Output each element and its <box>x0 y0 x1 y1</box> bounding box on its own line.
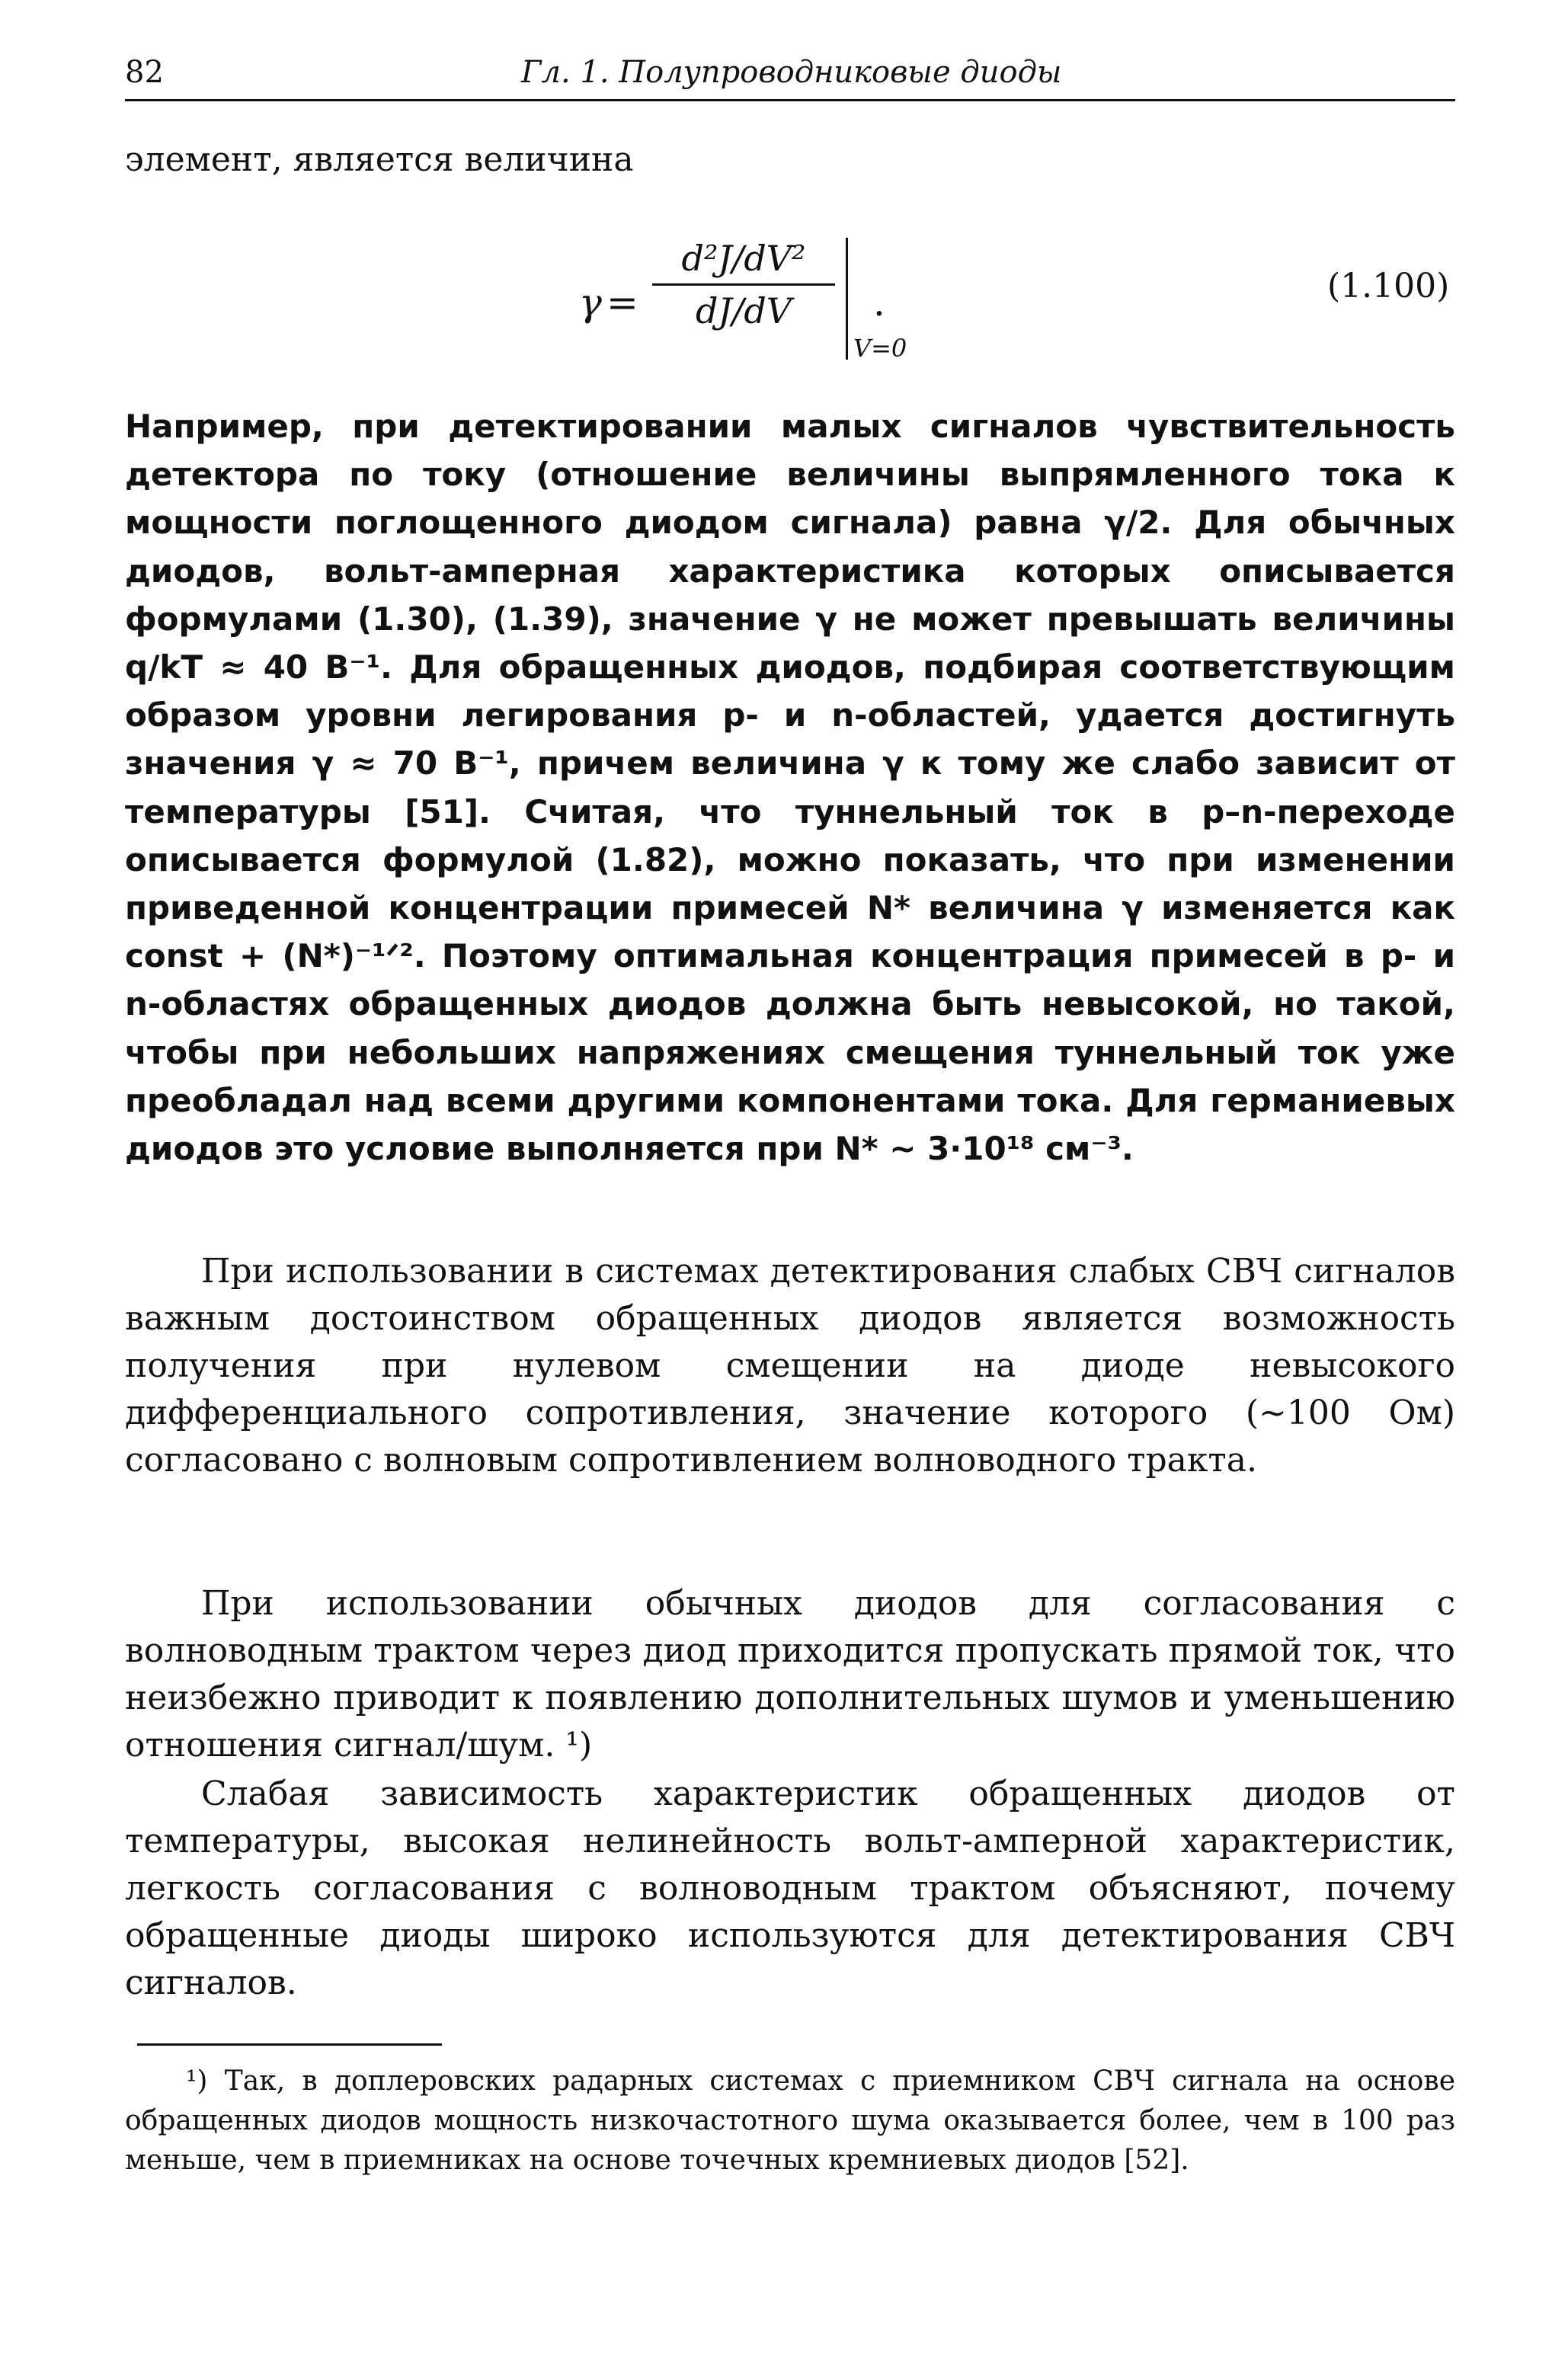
equation-number: (1.100) <box>1327 267 1450 306</box>
chapter-title: Гл. 1. Полупроводниковые диоды <box>521 55 1062 90</box>
paragraph-3: При использовании обычных диодов для согласования с волноводным трактом через диод приходится пропускать прямой ток, что неизбежно приводит к появлению дополнительных шумов и уменьшению отношения сигнал/шум. ¹) <box>125 1584 1455 1765</box>
footnote: ¹) Так, в доплеровских радарных системах с приемником СВЧ сигнала на основе обращенных диодов мощность низкочастотного шума оказывается более, чем в 100 раз меньше, чем в приемниках на основе точечных кремниевых диодов [52]. <box>125 2065 1455 2176</box>
paragraph-2: При использовании в системах детектирования слабых СВЧ сигналов важным достоинством обращенных диодов является возможность получения при нулевом смещении на диоде невысокого дифференциального сопротивления, значение которого (~100 Ом) согласовано с волновым сопротивлением волноводного тракта. <box>125 1252 1455 1480</box>
paragraph-1: Например, при детектировании малых сигналов чувствительность детектора по току (отношение величины выпрямленного тока к мощности поглощенного диодом сигнала) равна γ/2. Для обычных диодов, вольт-амперная характеристика которых описывается формулами (1.30), (1.39), значение γ не может превышать величины q/kT ≈ 40 В⁻¹. Для обращенных диодов, подбирая соответствующим образом уровни легирования p- и n-областей, удается достигнуть значения γ ≈ 70 В⁻¹, причем величина γ к тому же слабо зависит от температуры [51]. Считая, что туннельный ток в p–n-переходе описывается формулой (1.82), можно показать, что при изменении приведенной концентрации примесей N* величина γ изменяется как const + (N*)⁻¹ᐟ². Поэтому оптимальная концентрация примесей в p- и n-областях обращенных диодов должна быть невысокой, но такой, чтобы при небольших напряжениях смещения туннельный ток уже преобладал над всеми другими компонентами тока. Для германиевых диодов это условие выполняется при N* ~ 3·10¹⁸ см⁻³. <box>125 408 1455 1168</box>
equation-subscript: V=0 <box>853 334 907 363</box>
intro-line: элемент, является величина <box>125 140 634 179</box>
equation-period: . <box>873 280 885 325</box>
equation-denominator: dJ/dV <box>695 290 792 331</box>
footnote-divider <box>137 2043 442 2046</box>
equation-1-100 <box>579 238 907 367</box>
equation-equals: = <box>606 280 638 325</box>
equation-lhs: γ <box>579 280 602 325</box>
evaluation-bar <box>846 238 848 360</box>
equation-numerator: d²J/dV² <box>681 238 806 279</box>
equation-fraction <box>652 238 835 331</box>
paragraph-4: Слабая зависимость характеристик обращенных диодов от температуры, высокая нелинейность вольт-амперной характеристик, легкость согласования с волноводным трактом объясняют, почему обращенные диоды широко используются для детектирования СВЧ сигналов. <box>125 1774 1455 2002</box>
page-number: 82 <box>125 55 164 90</box>
running-head <box>125 55 1455 101</box>
